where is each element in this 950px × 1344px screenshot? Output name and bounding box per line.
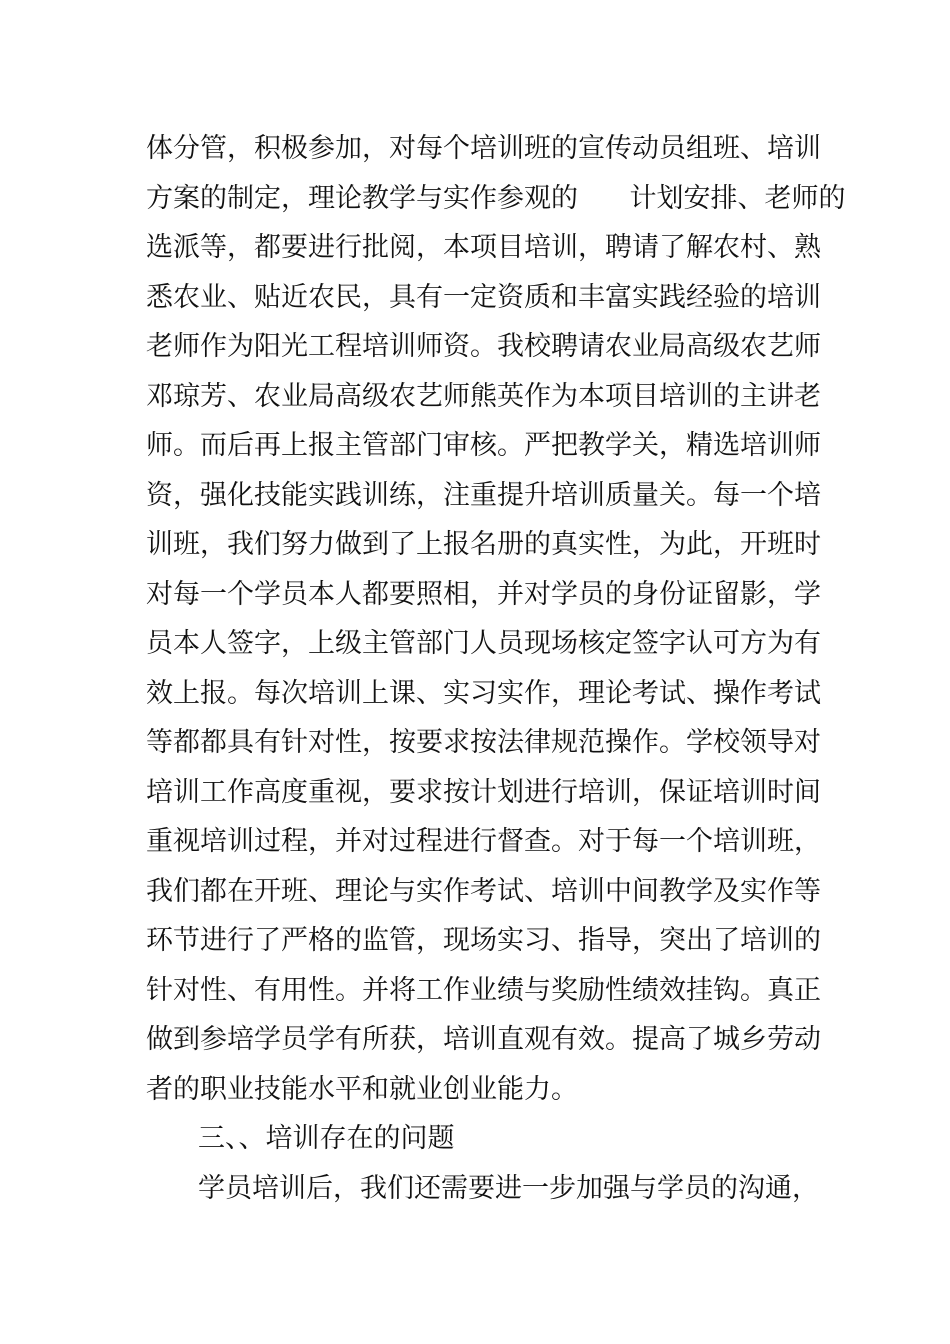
paragraph-line: 等都都具有针对性，按要求按法律规范操作。学校领导对 [146,727,821,758]
paragraph-line: 选派等，都要进行批阅，本项目培训，聘请了解农村、熟 [146,232,821,263]
document-body [146,124,846,1213]
paragraph-line: 师。而后再上报主管部门审核。严把教学关，精选培训师 [146,430,821,461]
paragraph-line: 针对性、有用性。并将工作业绩与奖励性绩效挂钩。真正 [146,974,821,1006]
paragraph-line: 员本人签字，上级主管部门人员现场核定签字认可方为有 [146,628,821,659]
paragraph-line: 培训工作高度重视，要求按计划进行培训，保证培训时间 [146,776,821,808]
paragraph-line: 学员培训后，我们还需要进一步加强与学员的沟通， [198,1172,819,1204]
paragraph-line: 体分管，积极参加，对每个培训班的宣传动员组班、培训 [146,133,821,164]
paragraph-line: 训班，我们努力做到了上报名册的真实性，为此，开班时 [146,529,821,560]
paragraph-line: 做到参培学员学有所获，培训直观有效。提高了城乡劳动 [146,1024,821,1055]
paragraph-line: 对每一个学员本人都要照相，并对学员的身份证留影，学 [146,578,821,610]
paragraph-line: 效上报。每次培训上课、实习实作，理论考试、操作考试 [146,677,821,709]
paragraph-line: 者的职业技能水平和就业创业能力。 [146,1073,578,1105]
paragraph-line: 环节进行了严格的监管，现场实习、指导，突出了培训的 [146,925,821,956]
paragraph-line: 重视培训过程，并对过程进行督查。对于每一个培训班， [146,826,821,857]
paragraph-line: 邓琼芳、农业局高级农艺师熊英作为本项目培训的主讲老 [146,380,821,412]
paragraph-line: 悉农业、贴近农民，具有一定资质和丰富实践经验的培训 [146,281,821,313]
paragraph-line: 资，强化技能实践训练，注重提升培训质量关。每一个培 [146,479,821,511]
section-heading: 三、、培训存在的问题 [198,1123,455,1154]
paragraph-line: 老师作为阳光工程培训师资。我校聘请农业局高级农艺师 [146,331,821,362]
paragraph-line: 方案的制定，理论教学与实作参观的 计划安排、老师的 [146,182,846,214]
paragraph-line: 我们都在开班、理论与实作考试、培训中间教学及实作等 [146,875,821,907]
